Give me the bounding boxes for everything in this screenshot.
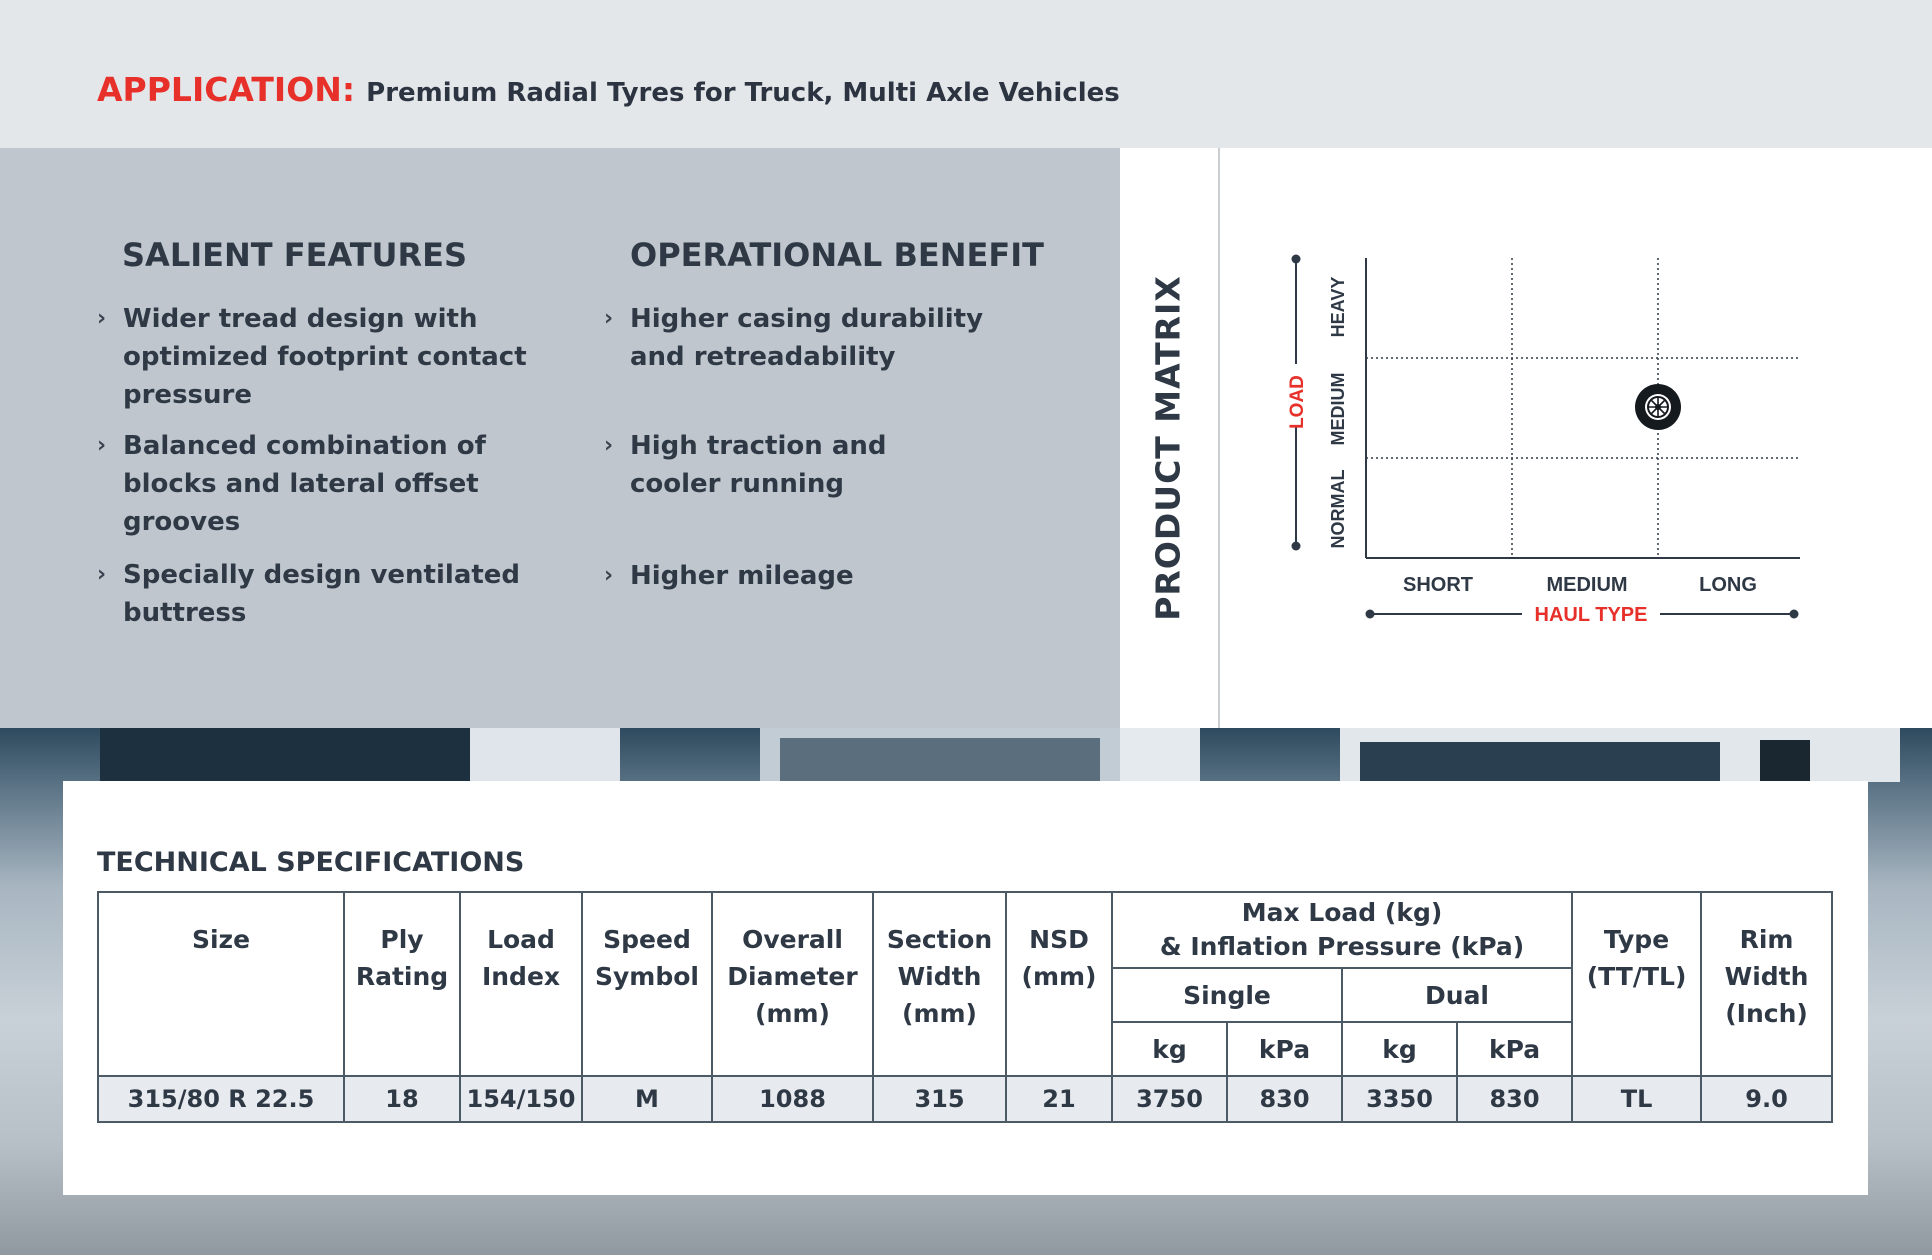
header-size: Size — [98, 892, 344, 1076]
header-max-load-line1: Max Load (kg) — [1241, 898, 1443, 927]
chevron-right-icon: › — [604, 306, 614, 331]
tyre-icon — [1635, 384, 1681, 430]
product-matrix-title: PRODUCT MATRIX — [1148, 275, 1188, 621]
cell-nsd: 21 — [1006, 1076, 1112, 1122]
chevron-right-icon: › — [604, 433, 614, 458]
y-level-normal: NORMAL — [1328, 469, 1348, 549]
header-type: Type (TT/TL) — [1572, 892, 1701, 1076]
x-level-medium: MEDIUM — [1546, 574, 1628, 596]
header-max-load-line2: & Inflation Pressure (kPa) — [1159, 932, 1525, 961]
haul-axis-label: HAUL TYPE — [1534, 604, 1648, 626]
list-item — [604, 427, 920, 503]
table-row — [98, 1076, 1832, 1122]
cell-size: 315/80 R 22.5 — [98, 1076, 344, 1122]
list-item — [604, 300, 1010, 376]
header-single-kg: kg — [1112, 1022, 1227, 1076]
chevron-right-icon: › — [604, 563, 614, 588]
cell-single-kg: 3750 — [1112, 1076, 1227, 1122]
cell-single-kpa: 830 — [1227, 1076, 1342, 1122]
header-dual: Dual — [1342, 968, 1572, 1022]
salient-features-title: SALIENT FEATURES — [122, 236, 468, 274]
chevron-right-icon: › — [97, 562, 107, 587]
header-dual-kg: kg — [1342, 1022, 1457, 1076]
header-nsd: NSD (mm) — [1006, 892, 1112, 1076]
list-item — [97, 427, 553, 541]
header-speed-symbol: Speed Symbol — [582, 892, 712, 1076]
header-ply-rating: Ply Rating — [344, 892, 460, 1076]
application-header — [0, 0, 1932, 148]
chevron-right-icon: › — [97, 433, 107, 458]
salient-feature-text: Wider tread design with optimized footprint contact pressure — [123, 304, 527, 410]
haul-axis-right-dot — [1790, 610, 1799, 619]
truck-silhouette — [0, 728, 1932, 788]
header-max-load — [1112, 892, 1572, 968]
technical-specifications-title: TECHNICAL SPECIFICATIONS — [97, 847, 525, 878]
cell-load-index: 154/150 — [460, 1076, 582, 1122]
cell-dual-kg: 3350 — [1342, 1076, 1457, 1122]
features-panel — [0, 148, 1120, 728]
technical-specifications-card — [63, 781, 1868, 1195]
y-level-heavy: HEAVY — [1328, 276, 1348, 338]
operational-benefit-text: High traction and cooler running — [630, 431, 887, 499]
bottom-strip — [0, 1255, 1932, 1260]
specifications-table — [97, 891, 1833, 1123]
cell-section-width: 315 — [873, 1076, 1006, 1122]
operational-benefit-text: Higher mileage — [630, 561, 854, 591]
x-level-short: SHORT — [1403, 574, 1473, 596]
header-single: Single — [1112, 968, 1342, 1022]
header-load-index: Load Index — [460, 892, 582, 1076]
list-item — [97, 300, 553, 414]
header-single-kpa: kPa — [1227, 1022, 1342, 1076]
header-overall-diameter: Overall Diameter (mm) — [712, 892, 873, 1076]
cell-overall-diameter: 1088 — [712, 1076, 873, 1122]
y-level-medium: MEDIUM — [1328, 372, 1348, 446]
chevron-right-icon: › — [97, 306, 107, 331]
operational-benefit-title: OPERATIONAL BENEFIT — [630, 236, 1044, 274]
header-rim-width: Rim Width (Inch) — [1701, 892, 1832, 1076]
salient-feature-text: Specially design ventilated buttress — [123, 560, 521, 628]
cell-ply-rating: 18 — [344, 1076, 460, 1122]
application-line — [97, 70, 1120, 109]
list-item — [604, 557, 1010, 595]
list-item — [97, 556, 553, 632]
application-text: Premium Radial Tyres for Truck, Multi Axle Vehicles — [366, 78, 1120, 108]
salient-feature-text: Balanced combination of blocks and lateral offset grooves — [123, 431, 486, 537]
cell-rim-width: 9.0 — [1701, 1076, 1832, 1122]
application-label: APPLICATION: — [97, 70, 356, 109]
cell-type: TL — [1572, 1076, 1701, 1122]
load-axis-label: LOAD — [1287, 375, 1308, 429]
load-axis-bottom-dot — [1292, 542, 1301, 551]
product-matrix-panel — [1120, 148, 1932, 728]
operational-benefit-text: Higher casing durability and retreadability — [630, 304, 984, 372]
cell-dual-kpa: 830 — [1457, 1076, 1572, 1122]
load-axis-top-dot — [1292, 255, 1301, 264]
header-dual-kpa: kPa — [1457, 1022, 1572, 1076]
cell-speed-symbol: M — [582, 1076, 712, 1122]
x-level-long: LONG — [1699, 574, 1757, 596]
header-section-width: Section Width (mm) — [873, 892, 1006, 1076]
product-matrix-chart — [1120, 148, 1932, 728]
haul-axis-left-dot — [1366, 610, 1375, 619]
